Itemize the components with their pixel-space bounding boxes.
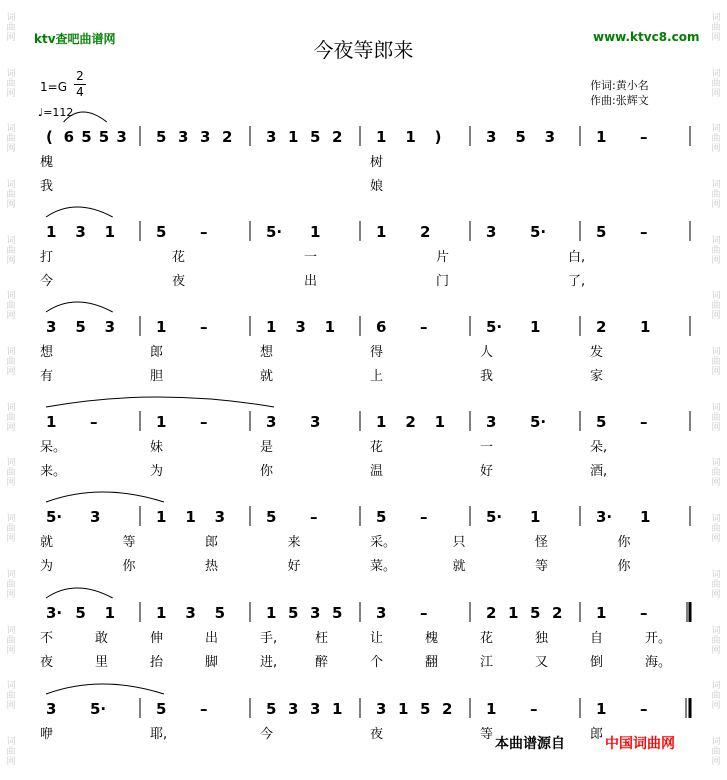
- note: 3: [288, 700, 299, 718]
- lyric-verse1: 伸: [150, 631, 164, 646]
- note: 2: [486, 604, 497, 622]
- key-signature: 1=G: [40, 80, 67, 94]
- slur: [46, 588, 113, 598]
- note: 2: [332, 128, 343, 146]
- note: 1: [508, 604, 519, 622]
- lyric-verse1: 一: [480, 440, 494, 455]
- note: 1: [405, 128, 416, 146]
- watermark-mark: 词 曲 网: [711, 625, 721, 656]
- note: 1: [156, 604, 167, 622]
- tempo-marking: ♩=112: [38, 106, 74, 119]
- note: 3: [75, 223, 86, 241]
- lyric-verse2: 海。: [645, 655, 672, 670]
- note: 3: [266, 413, 277, 431]
- lyric-verse2: 夜: [40, 655, 54, 670]
- watermark-mark: 词 曲 网: [6, 402, 16, 433]
- lyric-verse1: 是: [260, 440, 274, 455]
- note: 1: [156, 413, 167, 431]
- note: 1: [376, 413, 387, 431]
- lyric-verse1: 槐: [425, 631, 439, 646]
- slur: [64, 112, 107, 122]
- lyric-verse1: 不: [40, 631, 54, 646]
- note: 3: [310, 604, 321, 622]
- note: 5: [266, 508, 277, 526]
- source-site-left: ktv查吧曲谱网: [34, 32, 116, 46]
- lyric-verse2: 倒: [590, 655, 604, 670]
- note: 1: [156, 508, 167, 526]
- note: 3: [486, 413, 497, 431]
- lyric-verse2: 热: [205, 559, 219, 574]
- lyric-verse1: 人: [480, 345, 494, 360]
- lyric-verse2: 好: [480, 464, 494, 479]
- lyric-verse2: 胆: [150, 369, 164, 384]
- lyric-verse2: 我: [40, 179, 54, 194]
- note: 3·: [596, 508, 613, 526]
- note: 3: [178, 128, 189, 146]
- lyric-verse1: 只: [452, 535, 466, 550]
- note: 3: [310, 413, 321, 431]
- lyric-verse1: 想: [40, 345, 54, 360]
- note: 5: [310, 128, 321, 146]
- note: 5: [420, 700, 431, 718]
- note: 5·: [530, 413, 547, 431]
- note: 5: [156, 223, 167, 241]
- note: –: [640, 223, 648, 241]
- lyric-verse2: 就: [260, 369, 274, 384]
- watermark-mark: 词 曲 网: [711, 458, 721, 489]
- note: (: [46, 128, 53, 146]
- note: 1: [266, 604, 277, 622]
- lyric-verse2: 出: [304, 274, 318, 289]
- note: 5: [530, 604, 541, 622]
- lyric-verse2: 今: [40, 274, 54, 289]
- watermark-mark: 词 曲 网: [711, 235, 721, 266]
- lyric-verse2: 江: [480, 655, 494, 670]
- lyric-verse1: 发: [590, 345, 604, 360]
- watermark-mark: 词 曲 网: [711, 68, 721, 99]
- note: 3: [46, 700, 57, 718]
- watermark-mark: 词 曲 网: [6, 736, 16, 767]
- lyric-verse1: 手,: [260, 631, 278, 646]
- lyric-verse1: 你: [617, 535, 631, 550]
- lyric-verse1: 独: [535, 631, 549, 646]
- note: 1: [434, 413, 446, 431]
- watermark-mark: 词 曲 网: [711, 12, 721, 43]
- note: 1: [310, 223, 321, 241]
- note: 3: [90, 508, 101, 526]
- note: –: [640, 700, 648, 718]
- lyric-verse1: 就: [40, 535, 54, 550]
- lyric-verse1: 打: [40, 250, 54, 265]
- lyric-verse2: 了,: [568, 274, 586, 289]
- watermark-mark: 词 曲 网: [6, 124, 16, 155]
- lyric-verse2: 进,: [260, 655, 278, 670]
- note: 5: [376, 508, 387, 526]
- note: 6: [63, 128, 75, 146]
- lyric-verse2: 为: [40, 559, 54, 574]
- lyric-verse1: 花: [370, 440, 384, 455]
- lyric-verse1: 采。: [370, 535, 397, 550]
- lyric-verse1: 让: [370, 631, 384, 646]
- watermark-mark: 词 曲 网: [6, 347, 16, 378]
- time-bottom: 4: [76, 85, 84, 99]
- note: 1: [596, 700, 607, 718]
- lyric-verse2: 酒,: [590, 464, 608, 479]
- watermark-mark: 词 曲 网: [6, 458, 16, 489]
- lyric-verse2: 娘: [370, 179, 384, 194]
- footer-source-label: 本曲谱源自: [495, 736, 565, 752]
- note: 5·: [266, 223, 283, 241]
- note: –: [420, 604, 428, 622]
- lyric-verse2: 醉: [315, 655, 329, 670]
- lyric-verse1: 敢: [95, 631, 109, 646]
- lyric-verse2: 家: [590, 369, 604, 384]
- note: 1: [332, 700, 343, 718]
- note: 1: [288, 128, 299, 146]
- slur: [46, 302, 113, 312]
- note: 5: [75, 318, 86, 336]
- note: 1: [376, 128, 387, 146]
- lyric-verse1: 得: [370, 345, 384, 360]
- note: –: [640, 128, 648, 146]
- lyric-verse1: 枉: [315, 631, 329, 646]
- note: 1: [530, 508, 541, 526]
- lyric-verse2: 来。: [40, 464, 67, 479]
- lyric-verse1: 郎: [590, 727, 604, 742]
- note: –: [90, 413, 98, 431]
- lyric-verse1: 花: [480, 631, 494, 646]
- note: 5: [596, 413, 607, 431]
- watermark-mark: 词 曲 网: [6, 179, 16, 210]
- watermark-mark: 词 曲 网: [711, 124, 721, 155]
- note: –: [420, 318, 428, 336]
- watermark-mark: 词 曲 网: [711, 736, 721, 767]
- watermark-mark: 词 曲 网: [711, 179, 721, 210]
- watermark-mark: 词 曲 网: [6, 68, 16, 99]
- watermark-mark: 词 曲 网: [6, 12, 16, 43]
- lyric-verse1: 等: [480, 727, 494, 742]
- note: –: [420, 508, 428, 526]
- lyric-verse1: 片: [436, 250, 450, 265]
- lyric-verse2: 抬: [150, 655, 164, 670]
- note: 5: [81, 128, 92, 146]
- note: –: [310, 508, 318, 526]
- watermark-mark: 词 曲 网: [711, 569, 721, 600]
- note: –: [200, 413, 208, 431]
- lyric-verse1: 郎: [150, 345, 164, 360]
- note: 6: [376, 318, 387, 336]
- note: 1: [46, 413, 57, 431]
- note: 1: [156, 318, 167, 336]
- lyric-verse2: 温: [370, 464, 384, 479]
- lyric-verse1: 今: [260, 727, 274, 742]
- lyric-verse1: 自: [590, 631, 604, 646]
- slur: [46, 207, 113, 217]
- note: 3: [486, 128, 497, 146]
- lyric-verse1: 耶,: [150, 727, 168, 742]
- lyric-verse2: 脚: [205, 655, 219, 670]
- song-title: 今夜等郎来: [313, 38, 414, 62]
- lyric-verse2: 就: [452, 559, 466, 574]
- note: 3: [486, 223, 497, 241]
- note: 3: [104, 318, 116, 336]
- note: 3: [214, 508, 226, 526]
- note: –: [200, 700, 208, 718]
- note: 5: [515, 128, 526, 146]
- note: 1: [398, 700, 409, 718]
- note: 3: [266, 128, 277, 146]
- lyric-verse2: 又: [535, 655, 549, 670]
- note: 5·: [530, 223, 547, 241]
- note: 5·: [486, 318, 503, 336]
- note: 5: [156, 700, 167, 718]
- note: 5·: [90, 700, 107, 718]
- note: 5: [596, 223, 607, 241]
- lyric-verse1: 花: [172, 250, 186, 265]
- slur: [46, 492, 164, 502]
- lyric-verse1: 怪: [535, 535, 549, 550]
- note: 5: [214, 604, 226, 622]
- note: 1: [46, 223, 57, 241]
- watermark-mark: 词 曲 网: [6, 569, 16, 600]
- note: 2: [552, 604, 563, 622]
- note: 3: [376, 700, 387, 718]
- lyric-verse2: 个: [370, 655, 384, 670]
- note: 5: [75, 604, 86, 622]
- note: 1: [640, 318, 651, 336]
- note: –: [530, 700, 538, 718]
- footer-source-site: 中国词曲网: [605, 736, 675, 752]
- lyricist-credit: 作词:黄小名: [590, 79, 649, 92]
- note: 1: [104, 604, 116, 622]
- note: 3: [295, 318, 306, 336]
- lyric-verse2: 翻: [425, 655, 439, 670]
- lyric-verse2: 你: [617, 559, 631, 574]
- note: 1: [324, 318, 336, 336]
- note: 5: [332, 604, 343, 622]
- lyric-verse1: 想: [260, 345, 274, 360]
- note: 2: [442, 700, 453, 718]
- note: 1: [596, 128, 607, 146]
- note: 5: [98, 128, 110, 146]
- lyric-verse2: 你: [122, 559, 136, 574]
- note: 2: [222, 128, 233, 146]
- lyric-verse1: 槐: [40, 155, 54, 170]
- lyric-verse1: 等: [122, 535, 136, 550]
- note: 2: [405, 413, 416, 431]
- lyric-verse1: 郎: [205, 535, 219, 550]
- note: 3: [116, 128, 127, 146]
- note: 2: [420, 223, 431, 241]
- watermark-mark: 词 曲 网: [711, 402, 721, 433]
- source-site-right: www.ktvc8.com: [593, 30, 700, 44]
- note: 1: [486, 700, 497, 718]
- slur: [46, 397, 274, 407]
- composer-credit: 作曲:张辉文: [590, 94, 649, 107]
- lyric-verse2: 你: [260, 464, 274, 479]
- lyric-verse2: 有: [40, 369, 54, 384]
- watermark-mark: 词 曲 网: [6, 514, 16, 545]
- note: 5: [288, 604, 299, 622]
- lyric-verse2: 门: [436, 274, 450, 289]
- lyric-verse1: 朵,: [590, 440, 608, 455]
- lyric-verse2: 上: [370, 369, 384, 384]
- lyric-verse2: 里: [95, 655, 109, 670]
- watermark-mark: 词 曲 网: [711, 514, 721, 545]
- note: –: [200, 318, 208, 336]
- note: 3: [376, 604, 387, 622]
- note: 1: [376, 223, 387, 241]
- lyric-verse2: 我: [480, 369, 494, 384]
- watermark-mark: 词 曲 网: [711, 681, 721, 712]
- note: 1: [104, 223, 116, 241]
- note: 3: [544, 128, 556, 146]
- note: 1: [596, 604, 607, 622]
- note: 5: [266, 700, 277, 718]
- watermark-mark: 词 曲 网: [6, 625, 16, 656]
- lyric-verse2: 夜: [172, 274, 186, 289]
- note: 3·: [46, 604, 63, 622]
- note: 5·: [486, 508, 503, 526]
- watermark-mark: 词 曲 网: [6, 291, 16, 322]
- note: –: [200, 223, 208, 241]
- note: 1: [640, 508, 651, 526]
- lyric-verse1: 树: [370, 155, 384, 170]
- note: 5·: [46, 508, 63, 526]
- note: ): [434, 128, 442, 146]
- time-top: 2: [76, 69, 84, 83]
- lyric-verse1: 妹: [150, 440, 164, 455]
- note: 3: [200, 128, 211, 146]
- lyric-verse1: 咿: [40, 727, 54, 742]
- lyric-verse1: 来: [287, 535, 301, 550]
- note: 5: [156, 128, 167, 146]
- slur: [46, 684, 164, 694]
- lyric-verse2: 好: [287, 559, 301, 574]
- lyric-verse2: 等: [535, 559, 549, 574]
- watermark-mark: 词 曲 网: [6, 235, 16, 266]
- note: 1: [266, 318, 277, 336]
- lyric-verse1: 呆。: [40, 440, 67, 455]
- lyric-verse2: 菜。: [370, 559, 397, 574]
- note: 3: [46, 318, 57, 336]
- watermark-mark: 词 曲 网: [711, 347, 721, 378]
- note: 1: [530, 318, 541, 336]
- lyric-verse2: 为: [150, 464, 164, 479]
- note: 1: [185, 508, 196, 526]
- lyric-verse1: 白,: [568, 250, 586, 265]
- lyric-verse1: 出: [205, 631, 219, 646]
- lyric-verse1: 开。: [645, 631, 672, 646]
- lyric-verse1: 夜: [370, 727, 384, 742]
- note: –: [640, 604, 648, 622]
- watermark-mark: 词 曲 网: [6, 681, 16, 712]
- lyric-verse1: 一: [304, 250, 318, 265]
- note: 3: [185, 604, 196, 622]
- watermark-mark: 词 曲 网: [711, 291, 721, 322]
- note: 3: [310, 700, 321, 718]
- note: 2: [596, 318, 607, 336]
- note: –: [640, 413, 648, 431]
